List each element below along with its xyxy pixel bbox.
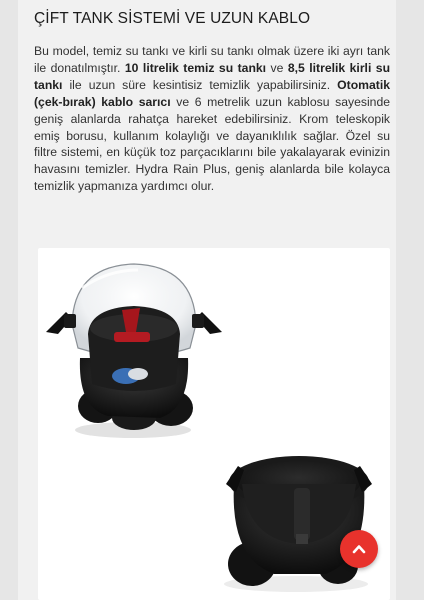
description-text-2: ve <box>266 60 288 75</box>
section-title: ÇİFT TANK SİSTEMİ VE UZUN KABLO <box>34 10 311 27</box>
description-bold-2: 8,5 litrelik kirli su tankı <box>34 60 391 92</box>
dirty-water-tank-image <box>224 456 372 592</box>
description-text-3: ile uzun süre kesintisiz temizlik yapabilirsiniz. <box>62 77 338 92</box>
section-description <box>34 43 390 195</box>
product-image-card <box>38 248 390 600</box>
scroll-to-top-button[interactable] <box>340 530 378 568</box>
description-text-4: ve 6 metrelik uzun kablosu sayesinde geniş alanlarda rahatça hareket edebilirsiniz. Krom teleskopik emiş borusu, kullanım kolaylığı ve dayanıklılık sağlar. Özel su filtre sistemi, en küçük toz parçacıklarını bile yakalayarak evinizin havasını temizler. Hydra Rain Plus, geniş alanlarda bile kolayca temizlik yapmanıza yardımcı olur. <box>34 94 391 194</box>
chevron-up-icon <box>351 541 367 557</box>
clean-water-tank-image <box>46 264 222 438</box>
product-description-section <box>18 0 396 600</box>
product-image <box>38 248 390 600</box>
description-bold-1: 10 litrelik temiz su tankı <box>124 60 267 75</box>
description-text-1: Bu model, temiz su tankı ve kirli su tankı olmak üzere iki ayrı tank ile donatılmıştır. <box>34 44 390 75</box>
description-bold-3: Otomatik (çek-bırak) kablo sarıcı <box>34 77 390 109</box>
